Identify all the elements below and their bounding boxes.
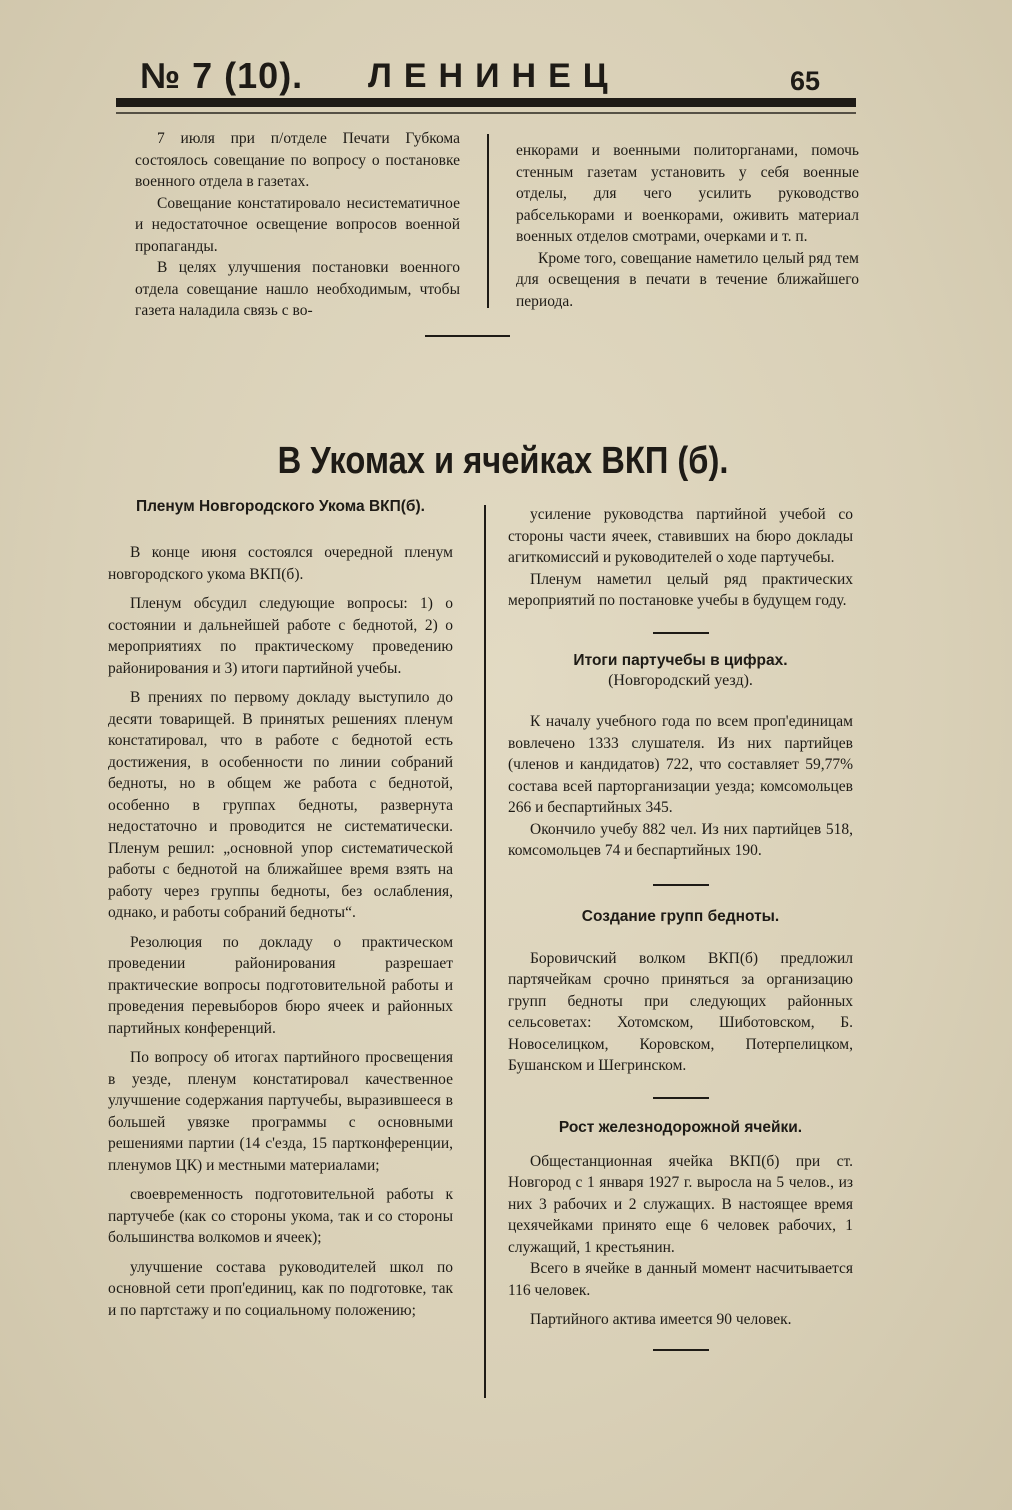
- section-title: В Укомах и ячейках ВКП (б).: [277, 440, 729, 482]
- paragraph: По вопросу об итогах партийного просвещения в уезде, пленум констатировал качественное улучшение содержания партучебы, выразившееся в большей увязке программы с основными решениями партии (14 с'езда, 15 партконференции, пленумов ЦК) и местными материалами;: [108, 1049, 453, 1174]
- paragraph: В целях улучшения постановки военного отдела совещание нашло необходимым, чтобы газета наладила связь с во-: [135, 259, 460, 319]
- column-divider: [487, 134, 489, 308]
- top-article-right: [516, 140, 859, 312]
- article-heading: Создание групп бедноты.: [581, 907, 780, 925]
- issue-number: № 7 (10).: [140, 55, 304, 96]
- paragraph: Совещание констатировало несистематичное и недостаточное освещение вопросов военной пропаганды.: [135, 194, 460, 255]
- paragraph: В прениях по первому докладу выступило до десяти товарищей. В принятых решениях пленум констатировал, что в работе с беднотой есть достижения, в особенности по линии собраний бедноты, но в общем же работа с беднотой, особенно в группах бедноты, развернута недостаточно и проводится не систематически. Пленум решил: „основной упор систематической работы с беднотой на ближайшее время взять на работу через группы бедноты, без ослабления, однако, и работы собраний бедноты“.: [108, 689, 453, 921]
- article-heading: Пленум Новгородского Укома ВКП(б).: [136, 498, 425, 515]
- column-divider: [484, 505, 486, 1398]
- paragraph: Кроме того, совещание наметило целый ряд тем для освещения в печати в течение ближайшего периода.: [516, 249, 859, 310]
- paragraph: Пленум обсудил следующие вопросы: 1) о состоянии и дальнейшей работе с беднотой, 2) о мероприятиях по практическому проведению районирования и 3) итоги партийной учебы.: [108, 595, 453, 677]
- separator: [653, 1349, 709, 1351]
- newspaper-title: ЛЕНИНЕЦ: [368, 57, 620, 95]
- separator: [653, 632, 709, 634]
- article-heading: Рост железнодорожной ячейки.: [558, 1118, 803, 1136]
- paragraph: усиление руководства партийной учебой со стороны части ячеек, ставивших на бюро доклады агиткомиссий и руководителей о ходе партучебы.: [508, 506, 853, 566]
- article-heading: Итоги партучебы в цифрах.: [573, 651, 788, 669]
- paragraph: Окончило учебу 882 чел. Из них партийцев 518, комсомольцев 74 и беспартийных 190.: [508, 820, 853, 859]
- separator: [653, 1097, 709, 1099]
- article-subheading: (Новгородский уезд).: [608, 671, 753, 689]
- separator: [653, 884, 709, 886]
- paragraph: Боровичский волком ВКП(б) предложил партячейкам срочно приняться за организацию групп бедноты при следующих районных сельсоветах: Хотомском, Шиботовском, Б. Новоселицком, Коровском, Потерпелицком, Бушанском и Шегринском.: [508, 949, 853, 1074]
- paragraph: К началу учебного года по всем проп'единицам вовлечено 1333 слушателя. Из них партийцев (членов и кандидатов) 722, что составляет 59,77% состава всей парторганизации уезда; комсомольцев 266 и беспартийных 345.: [508, 713, 853, 816]
- paragraph: Резолюция по докладу о практическом проведении районирования разрешает практические вопросы подготовительной работы и проведения перевыборов бюро ячеек и районных партийных конференций.: [108, 933, 453, 1037]
- masthead-rule: [116, 98, 856, 107]
- article-separator: [425, 335, 510, 337]
- right-column: [508, 504, 853, 1369]
- paragraph: Всего в ячейке в данный момент насчитывается 116 человек.: [508, 1260, 853, 1299]
- paragraph: своевременность подготовительной работы к партучебе (как со стороны укома, так и со стороны большинства волкомов и ячеек);: [108, 1186, 453, 1246]
- paragraph: 7 июля при п/отделе Печати Губкома состоялось совещание по вопросу о постановке военного отдела в газетах.: [135, 130, 460, 190]
- masthead-rule-thin: [116, 112, 856, 114]
- paragraph: Партийного актива имеется 90 человек.: [530, 1311, 792, 1328]
- paragraph: Общестанционная ячейка ВКП(б) при ст. Новгород с 1 января 1927 г. выросла на 5 челов., из них 3 рабочих и 2 служащих. В настоящее время цехячейками принято еще 6 человек рабочих, 1 служащий, 1 крестьянин.: [508, 1152, 853, 1256]
- top-article-left: [135, 128, 460, 322]
- plenum-article: [108, 498, 453, 1321]
- paragraph: енкорами и военными политорганами, помочь стенным газетам установить у себя военные отделы, для чего усилить руководство рабселькорами и военкорами, оживить материал военных отделов смотрами, очерками и т. п.: [516, 142, 859, 245]
- paragraph: В конце июня состоялся очередной пленум новгородского укома ВКП(б).: [108, 544, 453, 583]
- paragraph: улучшение состава руководителей школ по основной сети проп'единиц, как по подготовке, так и по партстажу и по социальному положению;: [108, 1258, 453, 1319]
- paragraph: Пленум наметил целый ряд практических мероприятий по постановке учебы в будущем году.: [508, 570, 853, 609]
- page-number: 65: [790, 66, 821, 96]
